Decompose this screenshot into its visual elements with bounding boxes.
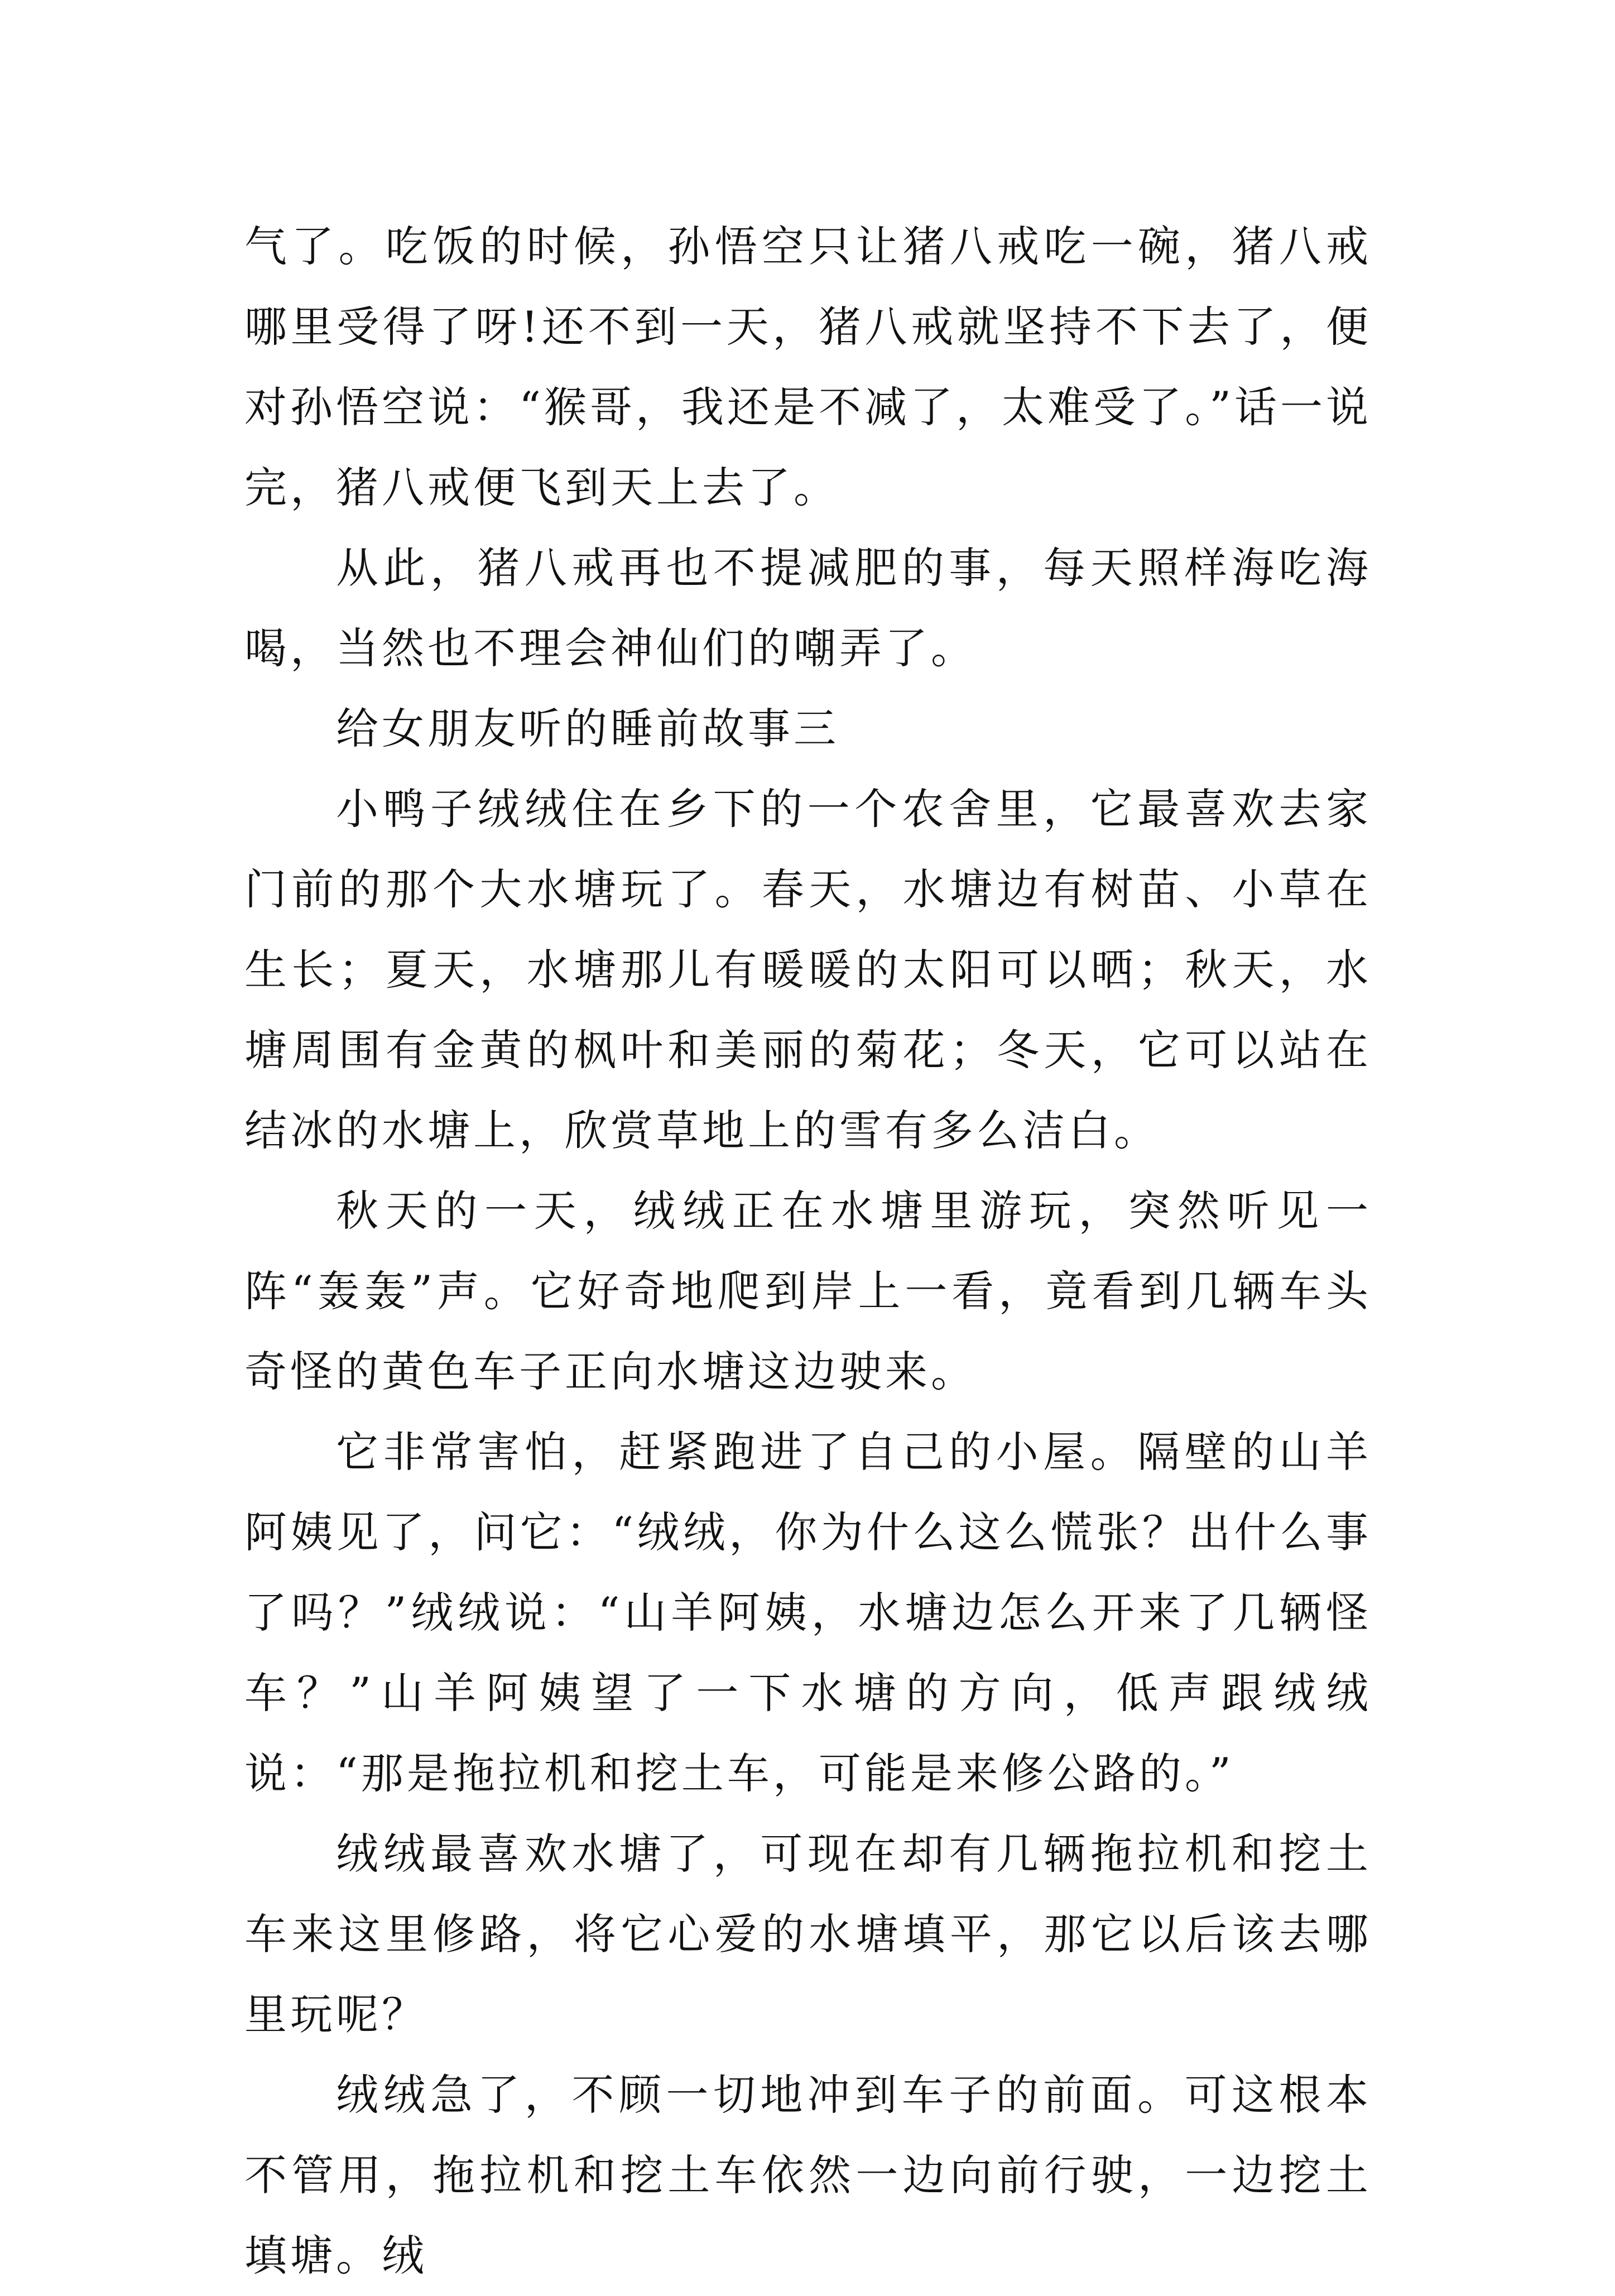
document-body — [244, 206, 1372, 2296]
paragraph: 小鸭子绒绒住在乡下的一个农舍里，它最喜欢去家门前的那个大水塘玩了。春天，水塘边有树苗、小草在生长；夏天，水塘那儿有暖暖的太阳可以晒；秋天，水塘周围有金黄的枫叶和美丽的菊花；冬天，它可以站在结冰的水塘上，欣赏草地上的雪有多么洁白。 — [244, 784, 1372, 1155]
paragraph-continued: 气了。吃饭的时候，孙悟空只让猪八戒吃一碗，猪八戒哪里受得了呀!还不到一天，猪八戒就坚持不下去了，便对孙悟空说：“猴哥，我还是不减了，太难受了。”话一说完，猪八戒便飞到天上去了。 — [244, 222, 1372, 512]
paragraph: 绒绒最喜欢水塘了，可现在却有几辆拖拉机和挖土车来这里修路，将它心爱的水塘填平，那它以后该去哪里玩呢？ — [244, 1829, 1372, 2039]
paragraph: 它非常害怕，赶紧跑进了自己的小屋。隔壁的山羊阿姨见了，问它：“绒绒，你为什么这么慌张？出什么事了吗？”绒绒说：“山羊阿姨，水塘边怎么开来了几辆怪车？”山羊阿姨望了一下水塘的方向，低声跟绒绒说：“那是拖拉机和挖土车，可能是来修公路的。” — [244, 1427, 1372, 1798]
paragraph: 绒绒急了，不顾一切地冲到车子的前面。可这根本不管用，拖拉机和挖土车依然一边向前行驶，一边挖土填塘。绒 — [244, 2070, 1372, 2280]
paragraph: 从此，猪八戒再也不提减肥的事，每天照样海吃海喝，当然也不理会神仙们的嘲弄了。 — [244, 543, 1372, 673]
paragraph: 秋天的一天，绒绒正在水塘里游玩，突然听见一阵“轰轰”声。它好奇地爬到岸上一看，竟看到几辆车头奇怪的黄色车子正向水塘这边驶来。 — [244, 1186, 1372, 1396]
story-heading: 给女朋友听的睡前故事三 — [336, 704, 839, 753]
